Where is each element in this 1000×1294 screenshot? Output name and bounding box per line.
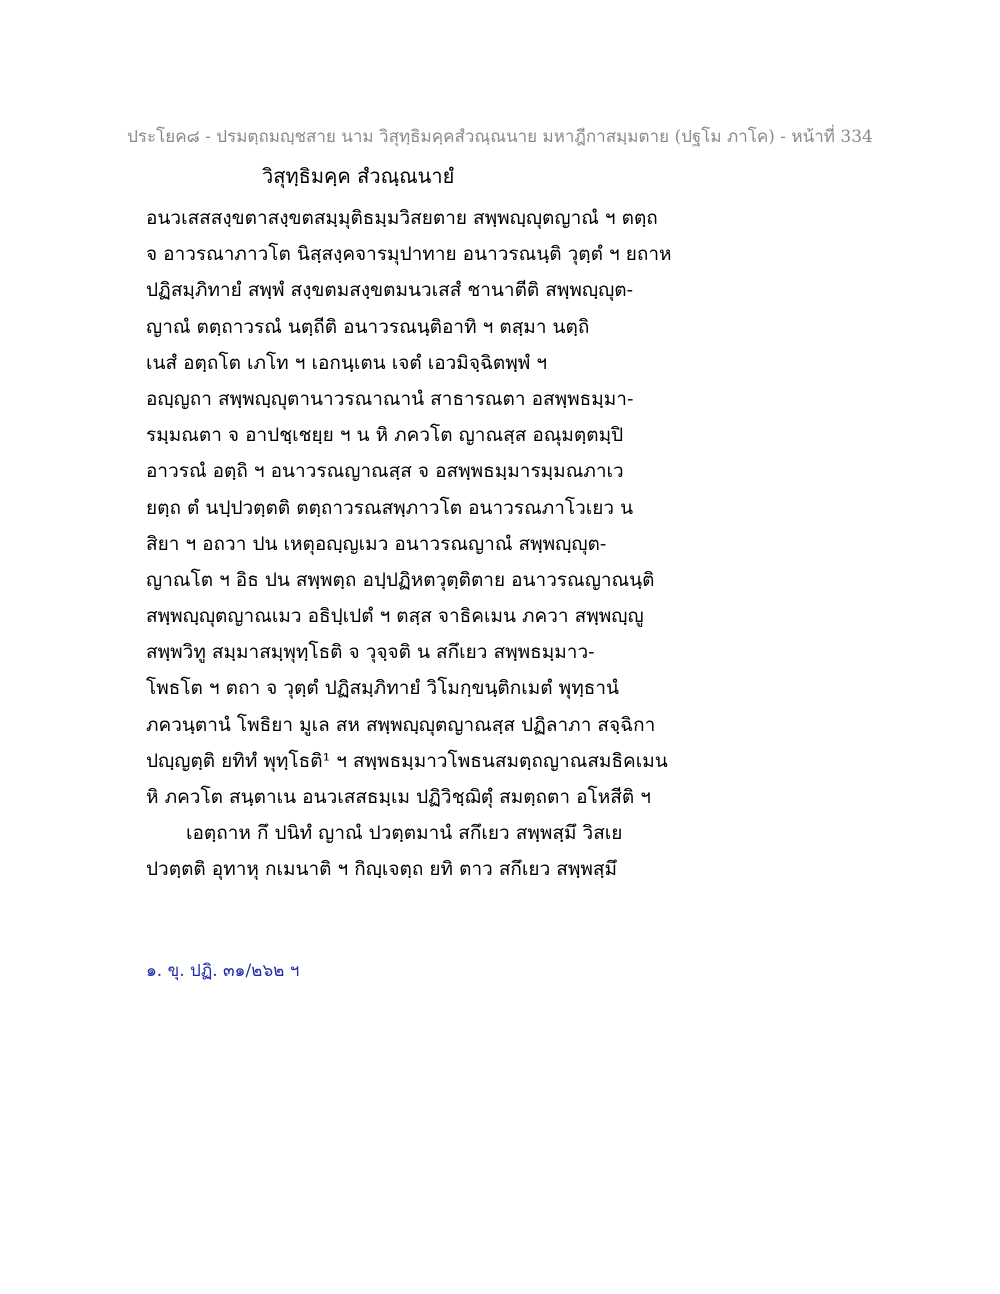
text-line: เอตฺถาห กึ ปนิทํ ญาณํ ปวตฺตมานํ สกึเยว สพฺพสฺมึ วิสเย [186,822,623,845]
text-line: หิ ภควโต สนฺตาเน อนวเสสธมฺเม ปฏิวิชฺฌิตุํ สมตฺถตา อโหสีติ ฯ [146,786,651,808]
text-line: ญาณโต ฯ อิธ ปน สพฺพตฺถ อปฺปฏิหตวุตฺติตาย อนาวรณญาณนฺติ [146,568,655,591]
footnote: ๑. ขุ. ปฏิ. ๓๑/๒๖๒ ฯ [146,961,300,981]
document-title: วิสุทฺธิมคฺค สํวณฺณนายํ [262,164,455,188]
text-line: ปฏิสมฺภิทายํ สพฺพํ สงฺขตมสงฺขตมนวเสสํ ชานาตีติ สพฺพญฺญุต- [146,279,634,302]
text-line: โพธโต ฯ ตถา จ วุตฺตํ ปฏิสมฺภิทายํ วิโมกฺขนฺติกเมตํ พุทฺธานํ [146,677,619,700]
text-line: รมฺมณตา จ อาปชฺเชยฺย ฯ น หิ ภควโต ญาณสฺส อณุมตฺตมฺปิ [146,424,624,447]
text-line: ภควนฺตานํ โพธิยา มูเล สห สพฺพญฺญุตญาณสฺส ปฏิลาภา สจฺฉิกา [146,713,656,736]
text-line: อนวเสสสงฺขตาสงฺขตสมฺมุติธมฺมวิสยตาย สพฺพญฺญุตญาณํ ฯ ตตฺถ [146,207,658,229]
text-line: สพฺพญฺญุตญาณเมว อธิปฺเปตํ ฯ ตสฺส จาธิคเมน ภควา สพฺพญฺญู [146,605,644,628]
text-line: เนสํ อตฺถโต เภโท ฯ เอกนฺเตน เจตํ เอวมิจฺฉิตพฺพํ ฯ [146,351,547,374]
page-header: ประโยค๘ - ปรมตฺถมญฺชสาย นาม วิสุทฺธิมคฺคสํวณฺณนาย มหาฎีกาสมฺมตาย (ปฐโม ภาโค) - หน้าที่ 334 [127,127,873,147]
text-line: ปวตฺตติ อุทาหุ กเมนาติ ฯ กิญฺเจตฺถ ยทิ ตาว สกึเยว สพฺพสฺมึ [146,858,618,881]
body-text [146,200,706,888]
text-line: ปญฺญตฺติ ยทิทํ พุทฺโธติ¹ ฯ สพฺพธมฺมาวโพธนสมตฺถญาณสมธิคเมน [146,749,668,772]
text-line: จ อาวรณาภาวโต นิสฺสงฺคจารมุปาทาย อนาวรณนฺติ วุตฺตํ ฯ ยถาห [146,243,672,266]
text-line: สพฺพวิทู สมฺมาสมฺพุทฺโธติ จ วุจฺจติ น สกึเยว สพฺพธมฺมาว- [146,641,595,664]
text-line: ญาณํ ตตฺถาวรณํ นตฺถีติ อนาวรณนฺติอาทิ ฯ ตสฺมา นตฺถิ [146,315,590,338]
text-line: อญฺญถา สพฺพญฺญุตานาวรณาณานํ สาธารณตา อสพฺพธมฺมา- [146,387,634,410]
text-line: อาวรณํ อตฺถิ ฯ อนาวรณญาณสฺส จ อสพฺพธมฺมารมฺมณภาเว [146,460,624,483]
text-line: ยตฺถ ตํ นปฺปวตฺตติ ตตฺถาวรณสพฺภาวโต อนาวรณภาโวเยว น [146,496,634,519]
text-line: สิยา ฯ อถวา ปน เหตุอญฺญเมว อนาวรณญาณํ สพฺพญฺญุต- [146,532,607,555]
